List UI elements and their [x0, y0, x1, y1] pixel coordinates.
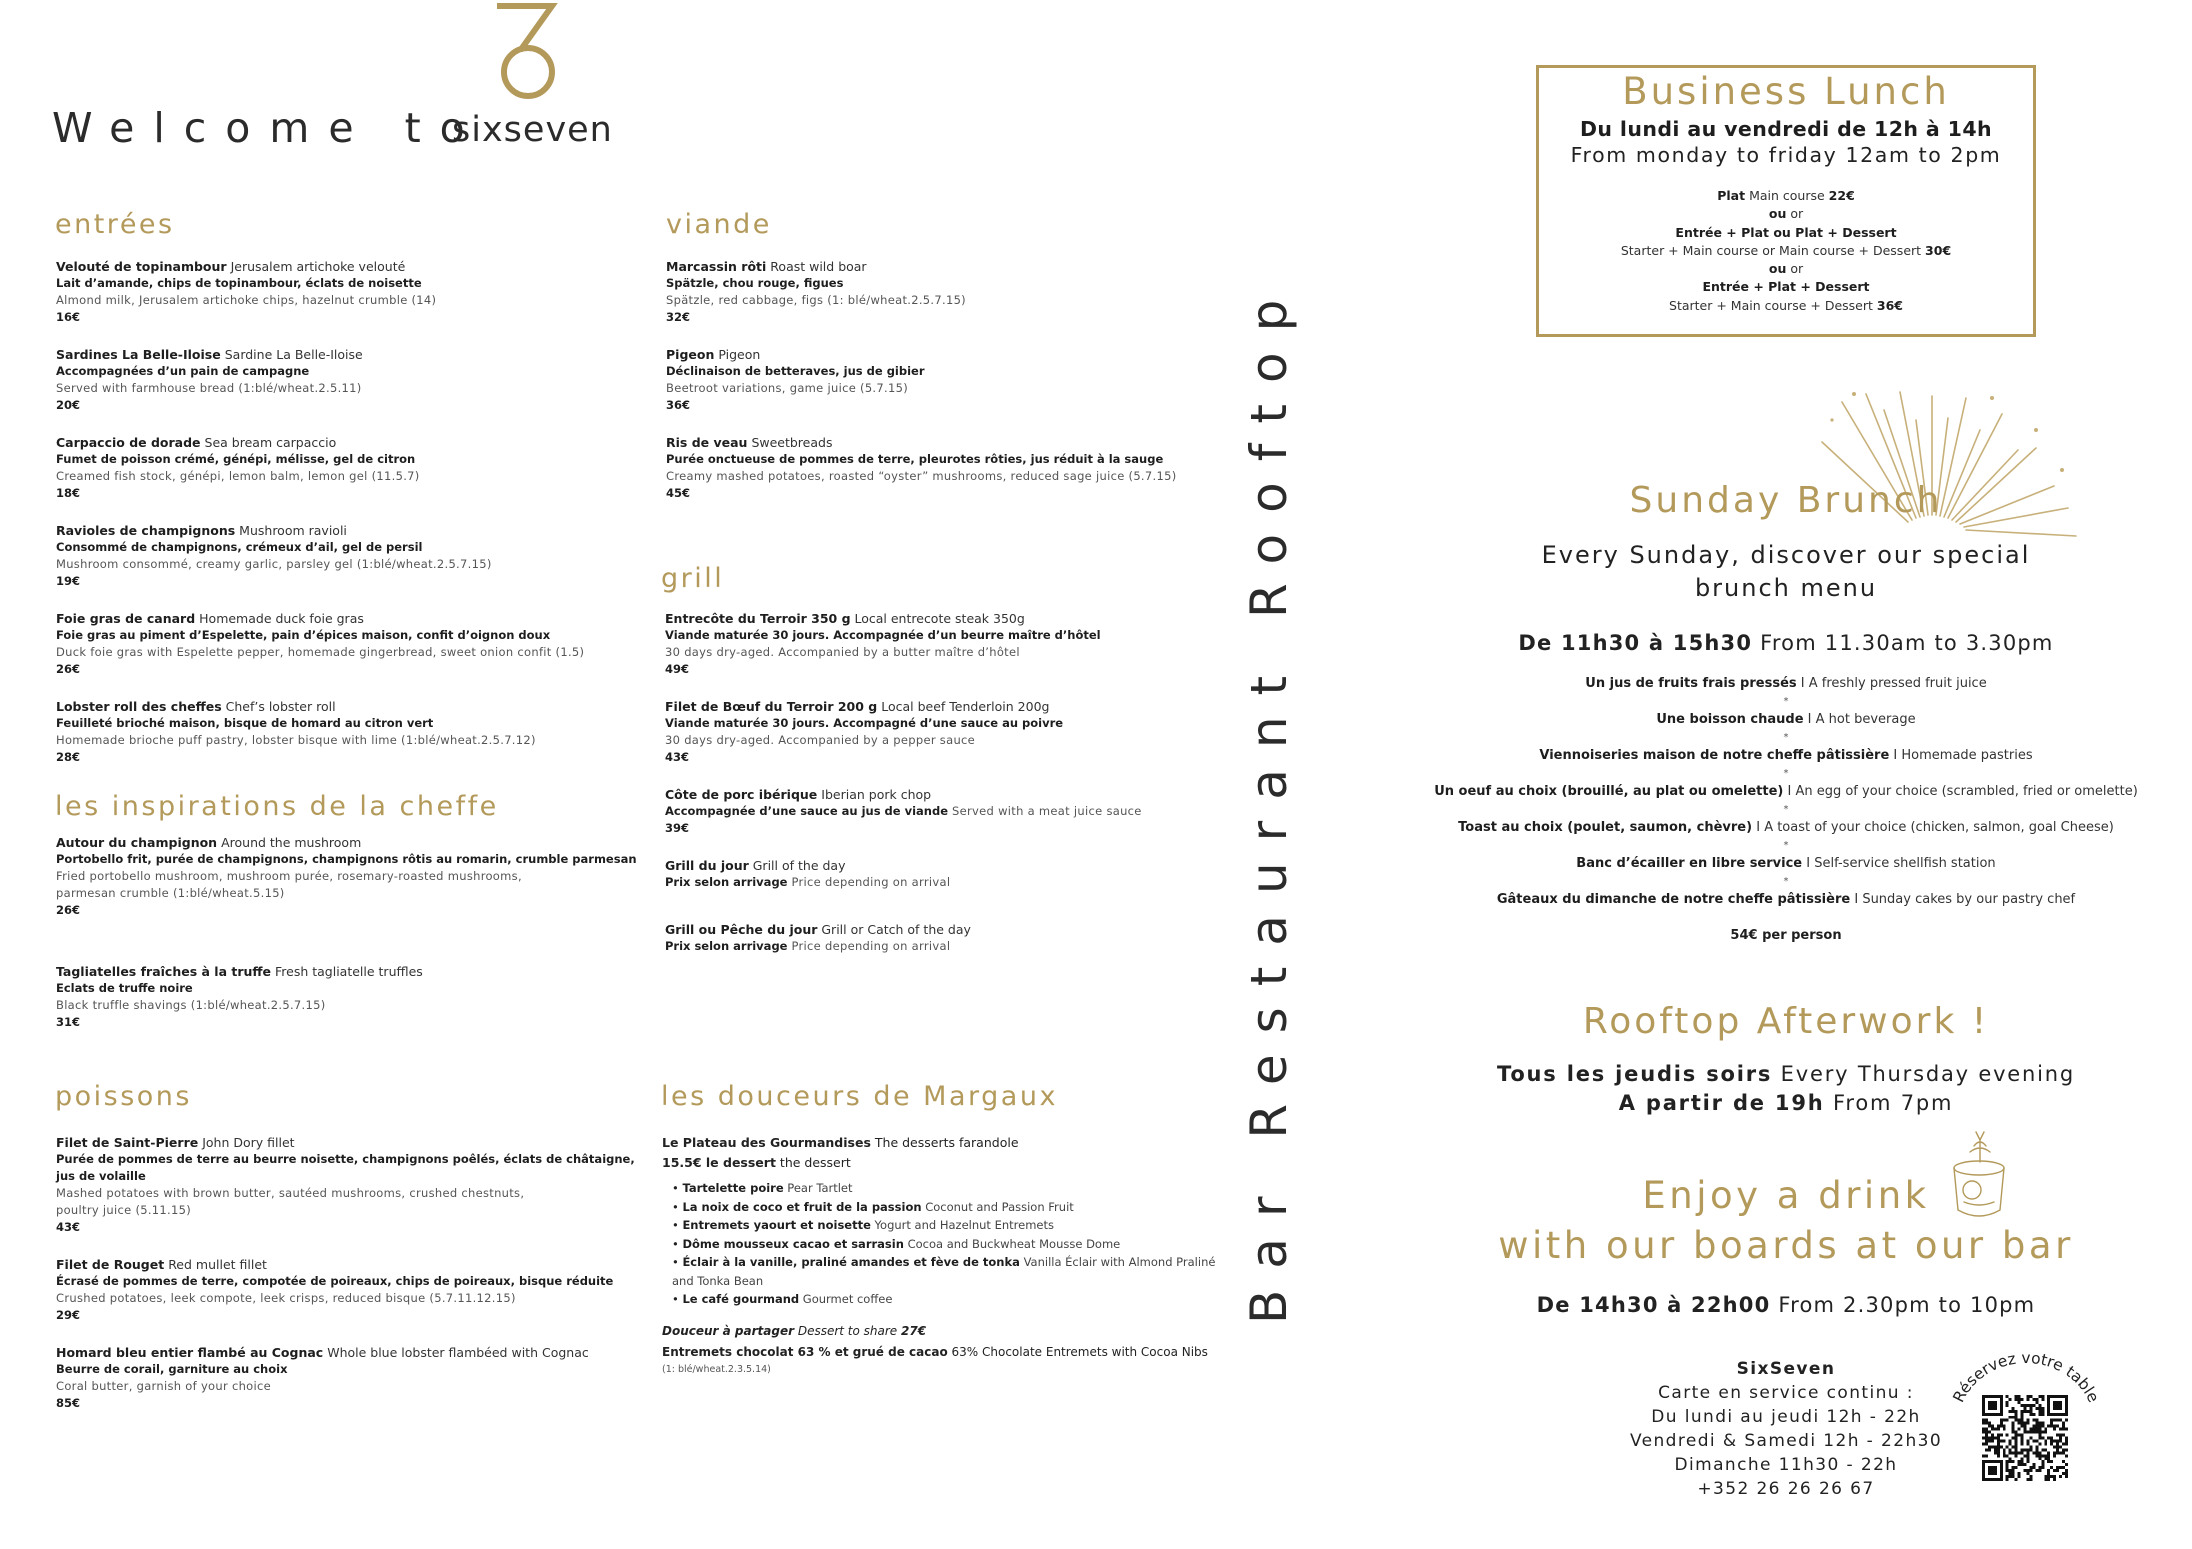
- item-name-en: Grill of the day: [752, 858, 846, 873]
- share-label-en: Dessert to share: [797, 1323, 898, 1338]
- item-price: 49€: [665, 662, 690, 676]
- brunch-price: 54€ per person: [1730, 928, 1842, 943]
- item-description-en: Spätzle, red cabbage, figs (1: blé/wheat.2.5.7.15): [666, 293, 966, 307]
- item-price: 32€: [666, 310, 691, 324]
- item-name-en: Mushroom ravioli: [239, 523, 347, 538]
- item-price: 26€: [56, 662, 81, 676]
- menu-item: [665, 857, 1255, 891]
- menu-item: [665, 786, 1255, 837]
- section-title-inspirations: les inspirations de la cheffe: [55, 791, 499, 822]
- item-description-fr: Feuilleté brioché maison, bisque de homard au citron vert: [56, 716, 434, 730]
- item-name-en: Chef’s lobster roll: [225, 699, 336, 714]
- item-description-fr: Eclats de truffe noire: [56, 981, 193, 995]
- list-item: Une boisson chaude I A hot beverage: [1656, 712, 1916, 727]
- item-price: 39€: [665, 821, 690, 835]
- item-description-en: Crushed potatoes, leek compote, leek crisps, reduced bisque (5.7.11.12.15): [56, 1291, 516, 1305]
- item-name: Filet de Bœuf du Terroir 200 g: [665, 699, 878, 714]
- item-name-en: Local entrecote steak 350g: [854, 611, 1025, 626]
- share-label: Douceur à partager: [662, 1323, 794, 1338]
- item-name: Grill ou Pêche du jour: [665, 922, 818, 937]
- item-description-fr: Beurre de corail, garniture au choix: [56, 1362, 288, 1376]
- item-name-en: Around the mushroom: [221, 835, 362, 850]
- list-item: • Éclair à la vanille, praliné amandes et fève de tonka Vanilla Éclair with Almond Praliné and Tonka Bean: [672, 1253, 1232, 1290]
- item-price: 43€: [665, 750, 690, 764]
- item-description-en: Mashed potatoes with brown butter, sautéed mushrooms, crushed chestnuts,: [56, 1186, 525, 1200]
- item-name-en: Grill or Catch of the day: [821, 922, 971, 937]
- item-name-en: Local beef Tenderloin 200g: [881, 699, 1050, 714]
- item-description-en-cont: poultry juice (5.11.15): [56, 1203, 192, 1217]
- menu-item: [56, 1256, 656, 1324]
- item-name: Côte de porc ibérique: [665, 787, 818, 802]
- item-name-en: Fresh tagliatelle truffles: [274, 964, 423, 979]
- list-item: • Entremets yaourt et noisette Yogurt and Hazelnut Entremets: [672, 1216, 1262, 1235]
- menu-item: [56, 698, 636, 766]
- brand-name: sixseven: [452, 110, 613, 150]
- item-price: 28€: [56, 750, 81, 764]
- item-description-fr-cont: jus de volaille: [56, 1169, 146, 1183]
- drink-time: De 14h30 à 22h00 From 2.30pm to 10pm: [1536, 1293, 2036, 1317]
- item-description-en: 30 days dry-aged. Accompanied by a butter maître d’hôtel: [665, 645, 1020, 659]
- list-item: • Le café gourmand Gourmet coffee: [672, 1290, 1262, 1309]
- entremets-name: Entremets chocolat 63 % et grué de cacao: [662, 1344, 948, 1359]
- item-description-en: Homemade brioche puff pastry, lobster bisque with lime (1:blé/wheat.2.5.7.12): [56, 733, 536, 747]
- menu-item: [56, 258, 636, 326]
- list-item: Banc d’écailler en libre service I Self-service shellfish station: [1576, 856, 1996, 871]
- item-description-en: Creamy mashed potatoes, roasted “oyster” mushrooms, reduced sage juice (5.7.15): [666, 469, 1177, 483]
- list-item: Toast au choix (poulet, saumon, chèvre) I A toast of your choice (chicken, salmon, goal Cheese): [1458, 820, 2114, 835]
- item-description-fr: Portobello frit, purée de champignons, champignons rôtis au romarin, crumble parmesan: [56, 852, 637, 866]
- item-name: Ris de veau: [666, 435, 748, 450]
- opening-hours: SixSeven Carte en service continu : Du lundi au jeudi 12h - 22h Vendredi & Samedi 12h - 22h30 Dimanche 11h30 - 22h +352 26 26 26 67: [1586, 1357, 1986, 1501]
- entrees-list: [56, 258, 636, 786]
- share-price: 27€: [901, 1323, 927, 1338]
- item-name: Sardines La Belle-Iloise: [56, 347, 221, 362]
- item-description-fr: Accompagnée d’une sauce au jus de viande: [665, 804, 949, 818]
- plateau-name: Le Plateau des Gourmandises: [662, 1135, 871, 1150]
- menu-item: [666, 434, 1256, 502]
- menu-item: [665, 698, 1255, 766]
- list-item: Un oeuf au choix (brouillé, au plat ou omelette) I An egg of your choice (scrambled, fried or omelette): [1434, 784, 2138, 799]
- menu-item: [56, 1344, 656, 1412]
- viande-list: [666, 258, 1256, 522]
- poissons-list: [56, 1134, 656, 1432]
- item-name-en: Iberian pork chop: [821, 787, 932, 802]
- menu-item: [56, 346, 636, 414]
- item-name: Foie gras de canard: [56, 611, 196, 626]
- item-name: Grill du jour: [665, 858, 749, 873]
- sunday-brunch-items: Un jus de fruits frais pressés I A freshly pressed fruit juice * Une boisson chaude I A hot beverage * Viennoiseries maison de notre cheffe pâtissière I Homemade pastries * Un oeuf au choix (brouillé, au plat ou omelette) I An egg of your choice (scrambled, fried or omelette) * Toast au choix (poulet, saumon, chèvre) I A toast of your choice (chicken, salmon, goal Cheese) * Banc d’écailler en libre service I Self-service shellfish station * Gâteaux du dimanche de notre cheffe pâtissière I Sunday cakes by our pastry chef 54€ per person: [1386, 675, 2186, 945]
- item-description-fr: Purée onctueuse de pommes de terre, pleurotes rôties, jus réduit à la sauge: [666, 452, 1164, 466]
- item-description-en: Price depending on arrival: [791, 875, 951, 889]
- business-lunch-days-fr: Du lundi au vendredi de 12h à 14h: [1579, 117, 1993, 141]
- menu-item: [665, 921, 1255, 955]
- item-price: 29€: [56, 1308, 81, 1322]
- phone-number: +352 26 26 26 67: [1697, 1479, 1875, 1499]
- item-name: Marcassin rôti: [666, 259, 767, 274]
- item-description-en: 30 days dry-aged. Accompanied by a pepper sauce: [665, 733, 976, 747]
- item-name-en: John Dory fillet: [202, 1135, 295, 1150]
- dessert-list: [672, 1179, 1262, 1309]
- item-price: 85€: [56, 1396, 81, 1410]
- item-description-en: Creamed fish stock, génépi, lemon balm, lemon gel (11.5.7): [56, 469, 420, 483]
- item-description-fr: Purée de pommes de terre au beurre noisette, champignons poêlés, éclats de châtaigne,: [56, 1152, 635, 1166]
- item-description-fr: Consommé de champignons, crémeux d’ail, gel de persil: [56, 540, 423, 554]
- menu-item: [666, 258, 1256, 326]
- menu-item: [56, 610, 636, 678]
- qr-code-icon[interactable]: [1982, 1395, 2068, 1481]
- item-name: Carpaccio de dorade: [56, 435, 201, 450]
- item-name: Velouté de topinambour: [56, 259, 227, 274]
- menu-item: [665, 610, 1255, 678]
- menu-item: [56, 1134, 656, 1236]
- item-description-en-cont: parmesan crumble (1:blé/wheat.5.15): [56, 886, 285, 900]
- item-description-fr: Viande maturée 30 jours. Accompagné d’une sauce au poivre: [665, 716, 1064, 730]
- item-description-en: Black truffle shavings (1:blé/wheat.2.5.7.15): [56, 998, 326, 1012]
- section-title-grill: grill: [661, 563, 725, 594]
- item-price: 43€: [56, 1220, 81, 1234]
- dessert-price: 15.5€ le dessert: [662, 1155, 776, 1170]
- item-description-fr: Écrasé de pommes de terre, compotée de poireaux, chips de poireaux, bisque réduite: [56, 1274, 614, 1288]
- business-lunch-options: Plat Main course 22€ ou or Entrée + Plat ou Plat + Dessert Starter + Main course or Main course + Dessert 30€ ou or Entrée + Plat + Dessert Starter + Main course + Dessert 36€: [1620, 188, 1952, 313]
- item-price: 26€: [56, 903, 81, 917]
- afterwork-title: Rooftop Afterwork !: [1582, 1001, 1990, 1042]
- menu-item: [56, 963, 656, 1031]
- inspirations-list: [56, 834, 656, 1051]
- item-name-en: Sea bream carpaccio: [204, 435, 337, 450]
- item-price: 19€: [56, 574, 81, 588]
- welcome-heading: Welcome to: [52, 104, 484, 152]
- item-description-fr: Fumet de poisson crémé, génépi, mélisse, gel de citron: [56, 452, 416, 466]
- item-description-fr: Lait d’amande, chips de topinambour, éclats de noisette: [56, 276, 422, 290]
- sunday-brunch-subtitle: Every Sunday, discover our special brunch menu: [1541, 541, 2031, 602]
- menu-item: [56, 434, 636, 502]
- list-item: • Dôme mousseux cacao et sarrasin Cocoa and Buckwheat Mousse Dome: [672, 1235, 1262, 1254]
- section-title-douceurs: les douceurs de Margaux: [661, 1081, 1058, 1112]
- vertical-title: Bar Restaurant Rooftop: [1240, 278, 1298, 1324]
- item-price: 45€: [666, 486, 691, 500]
- item-description-en: Mushroom consommé, creamy garlic, parsley gel (1:blé/wheat.2.5.7.15): [56, 557, 492, 571]
- item-description-fr: Spätzle, chou rouge, figues: [666, 276, 844, 290]
- item-description-fr: Foie gras au piment d’Espelette, pain d’épices maison, confit d’oignon doux: [56, 628, 551, 642]
- item-name-en: Roast wild boar: [770, 259, 867, 274]
- item-name: Autour du champignon: [56, 835, 218, 850]
- section-title-entrees: entrées: [55, 209, 175, 240]
- menu-item: [56, 834, 656, 919]
- list-item: Gâteaux du dimanche de notre cheffe pâtissière I Sunday cakes by our pastry chef: [1496, 892, 2076, 907]
- item-description-en: Duck foie gras with Espelette pepper, homemade gingerbread, sweet onion confit (1.5): [56, 645, 585, 659]
- entremets-allergens: (1: blé/wheat.2.3.5.14): [662, 1363, 771, 1375]
- entremets-name-en: 63% Chocolate Entremets with Cocoa Nibs: [951, 1344, 1208, 1359]
- item-description-en: Coral butter, garnish of your choice: [56, 1379, 271, 1393]
- item-description-fr: Prix selon arrivage: [665, 939, 788, 953]
- dessert-price-en: the dessert: [779, 1155, 851, 1170]
- item-name: Homard bleu entier flambé au Cognac: [56, 1345, 324, 1360]
- item-name-en: Red mullet fillet: [168, 1257, 267, 1272]
- item-name: Pigeon: [666, 347, 715, 362]
- item-description-fr: Prix selon arrivage: [665, 875, 788, 889]
- afterwork-details: Tous les jeudis soirs Every Thursday evening A partir de 19h From 7pm: [1496, 1062, 2075, 1115]
- item-name-en: Jerusalem artichoke velouté: [230, 259, 406, 274]
- item-description-en: Served with a meat juice sauce: [952, 804, 1142, 818]
- item-price: 18€: [56, 486, 81, 500]
- item-name: Tagliatelles fraîches à la truffe: [56, 964, 271, 979]
- list-item: Un jus de fruits frais pressés I A freshly pressed fruit juice: [1585, 676, 1987, 691]
- section-title-viande: viande: [666, 209, 772, 240]
- item-description-fr: Viande maturée 30 jours. Accompagnée d’un beurre maître d’hôtel: [665, 628, 1101, 642]
- item-description-en: Fried portobello mushroom, mushroom purée, rosemary-roasted mushrooms,: [56, 869, 522, 883]
- plateau-name-en: The desserts farandole: [874, 1135, 1019, 1150]
- item-price: 16€: [56, 310, 81, 324]
- list-item: • Tartelette poire Pear Tartlet: [672, 1179, 1262, 1198]
- item-description-en: Served with farmhouse bread (1:blé/wheat.2.5.11): [56, 381, 362, 395]
- business-lunch-title: Business Lunch: [1622, 70, 1950, 113]
- business-lunch-box: [1536, 65, 2036, 337]
- section-title-poissons: poissons: [55, 1081, 192, 1112]
- item-price: 20€: [56, 398, 81, 412]
- item-price: 36€: [666, 398, 691, 412]
- menu-item: [666, 346, 1256, 414]
- business-lunch-days-en: From monday to friday 12am to 2pm: [1570, 143, 2002, 167]
- sunday-brunch-time: De 11h30 à 15h30 From 11.30am to 3.30pm: [1518, 631, 2054, 655]
- item-description-en: Almond milk, Jerusalem artichoke chips, hazelnut crumble (14): [56, 293, 437, 307]
- drink-title: Enjoy a drink with our boards at our bar: [1498, 1174, 2074, 1267]
- sunday-brunch-title: Sunday Brunch: [1629, 480, 1943, 521]
- grill-list: [665, 610, 1255, 975]
- item-description-fr: Accompagnées d’un pain de campagne: [56, 364, 310, 378]
- item-name-en: Whole blue lobster flambéed with Cognac: [327, 1345, 589, 1360]
- item-name-en: Pigeon: [718, 347, 761, 362]
- list-item: Viennoiseries maison de notre cheffe pâtissière I Homemade pastries: [1539, 748, 2033, 763]
- item-name: Entrecôte du Terroir 350 g: [665, 611, 851, 626]
- item-description-fr: Déclinaison de betteraves, jus de gibier: [666, 364, 925, 378]
- item-name-en: Sardine La Belle-Iloise: [224, 347, 363, 362]
- item-description-en: Price depending on arrival: [791, 939, 951, 953]
- douceurs-block: [662, 1134, 1262, 1378]
- item-name-en: Homemade duck foie gras: [199, 611, 364, 626]
- item-description-en: Beetroot variations, game juice (5.7.15): [666, 381, 908, 395]
- menu-item: [56, 522, 636, 590]
- item-name: Ravioles de champignons: [56, 523, 236, 538]
- item-name: Lobster roll des cheffes: [56, 699, 222, 714]
- item-name: Filet de Rouget: [56, 1257, 165, 1272]
- svg-text:Réservez votre table: Réservez votre table: [1949, 1349, 2103, 1406]
- item-price: 31€: [56, 1015, 81, 1029]
- sixseven-logo-icon: [494, 2, 562, 102]
- opening-name: SixSeven: [1736, 1359, 1836, 1379]
- item-name: Filet de Saint-Pierre: [56, 1135, 199, 1150]
- list-item: • La noix de coco et fruit de la passion Coconut and Passion Fruit: [672, 1198, 1262, 1217]
- item-name-en: Sweetbreads: [751, 435, 833, 450]
